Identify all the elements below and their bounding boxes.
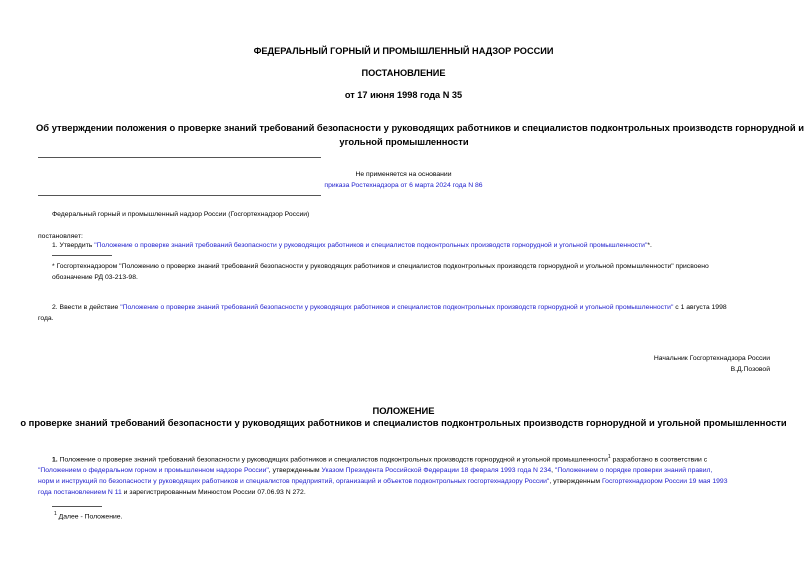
repeal-order-link[interactable]: приказа Ростехнадзора от 6 марта 2024 года N 86: [324, 182, 483, 189]
paragraph-1-text: Положение о проверке знаний требований безопасности у руководящих работников и специалистов подконтрольных производств горнорудной и угольной промышленности: [59, 456, 608, 464]
regulation-link[interactable]: "Положение о проверке знаний требований безопасности у руководящих работников и специалистов подконтрольных производств горнорудной и угольной промышленности": [120, 304, 674, 311]
item-2-line-2: года.: [38, 315, 54, 322]
footnote-1-line-2: обозначение РД 03-213-98.: [52, 274, 138, 281]
footnote-1-line-1: * Госгортехнадзором "Положению о проверке знаний требований безопасности у руководящих работников и специалистов подконтрольных производств горнорудной и угольной промышленности" присвоено: [52, 263, 709, 270]
regulation-subtitle: о проверке знаний требований безопасности у руководящих работников и специалистов подконтрольных производств горнорудной и угольной промышленности: [20, 417, 787, 428]
issuing-authority: ФЕДЕРАЛЬНЫЙ ГОРНЫЙ И ПРОМЫШЛЕННЫЙ НАДЗОР РОССИИ: [253, 46, 554, 56]
footnote-divider: [52, 506, 102, 507]
paragraph-1: [38, 452, 770, 498]
footnote-2: [54, 509, 122, 522]
footnote-2-marker: 1: [54, 511, 57, 517]
resolution-link[interactable]: года постановлением N 11: [38, 489, 122, 497]
item-1-suffix: *.: [647, 242, 652, 249]
signatory-position: Начальник Госгортехнадзора России: [653, 355, 770, 362]
title-line-1: Об утверждении положения о проверке знаний требований безопасности у руководящих работников и специалистов подконтрольных производств горнорудной и: [36, 122, 804, 133]
signatory-name: В.Д.Позовой: [730, 366, 770, 373]
text: , утвержденным: [549, 478, 602, 486]
paragraph-1-line-2: [38, 465, 770, 476]
document-title: [36, 121, 804, 149]
item-2-prefix: 2. Ввести в действие: [52, 304, 121, 311]
gosgortekhnadzor-link[interactable]: Госгортехнадзором России 19 мая 1993: [601, 478, 728, 486]
paragraph-1-number: 1.: [52, 456, 58, 464]
preamble: Федеральный горный и промышленный надзор России (Госгортехнадзор России): [52, 211, 310, 218]
title-line-2: угольной промышленности: [339, 136, 469, 147]
item-1-prefix: 1. Утвердить: [52, 242, 95, 249]
footnote-divider: [52, 255, 112, 256]
divider: [38, 157, 321, 158]
text: ,: [551, 467, 555, 475]
footnote-1: [52, 261, 770, 283]
knowledge-check-order-link[interactable]: "Положением о порядке проверки знаний правил,: [554, 467, 713, 475]
document-date-number: от 17 июня 1998 года N 35: [344, 90, 463, 100]
nadzor-regulation-link[interactable]: "Положением о федеральном горном и промышленном надзоре России": [38, 467, 269, 475]
text: и зарегистрированным Минюстом России 07.06.93 N 272.: [121, 489, 306, 497]
paragraph-1-line-1: [38, 452, 770, 465]
paragraph-1-text-end: разработано в соответствии с: [610, 456, 708, 464]
divider: [38, 195, 321, 196]
text: , утвержденным: [268, 467, 322, 475]
status-note: Не применяется на основании: [355, 171, 452, 178]
paragraph-1-line-4: [38, 487, 770, 498]
item-1: [52, 240, 652, 251]
resolves-label: постановляет:: [38, 233, 83, 240]
footnote-2-text: Далее - Положение.: [56, 513, 123, 521]
footnote-ref[interactable]: 1: [607, 454, 611, 460]
knowledge-check-order-link-cont[interactable]: норм и инструкций по безопасности у руководящих работников и специалистов предприятий, организаций и объектов подконтрольных госгортехнадзору России": [38, 478, 550, 486]
document-type: ПОСТАНОВЛЕНИЕ: [361, 68, 446, 78]
item-2: [52, 302, 770, 313]
presidential-decree-link[interactable]: Указом Президента Российской Федерации 18 февраля 1993 года N 234: [321, 467, 552, 475]
item-2-suffix: с 1 августа 1998: [673, 304, 727, 311]
regulation-heading: ПОЛОЖЕНИЕ: [372, 405, 435, 416]
regulation-link[interactable]: "Положение о проверке знаний требований безопасности у руководящих работников и специалистов подконтрольных производств горнорудной и угольной промышленности": [94, 242, 648, 249]
paragraph-1-line-3: [38, 476, 770, 487]
